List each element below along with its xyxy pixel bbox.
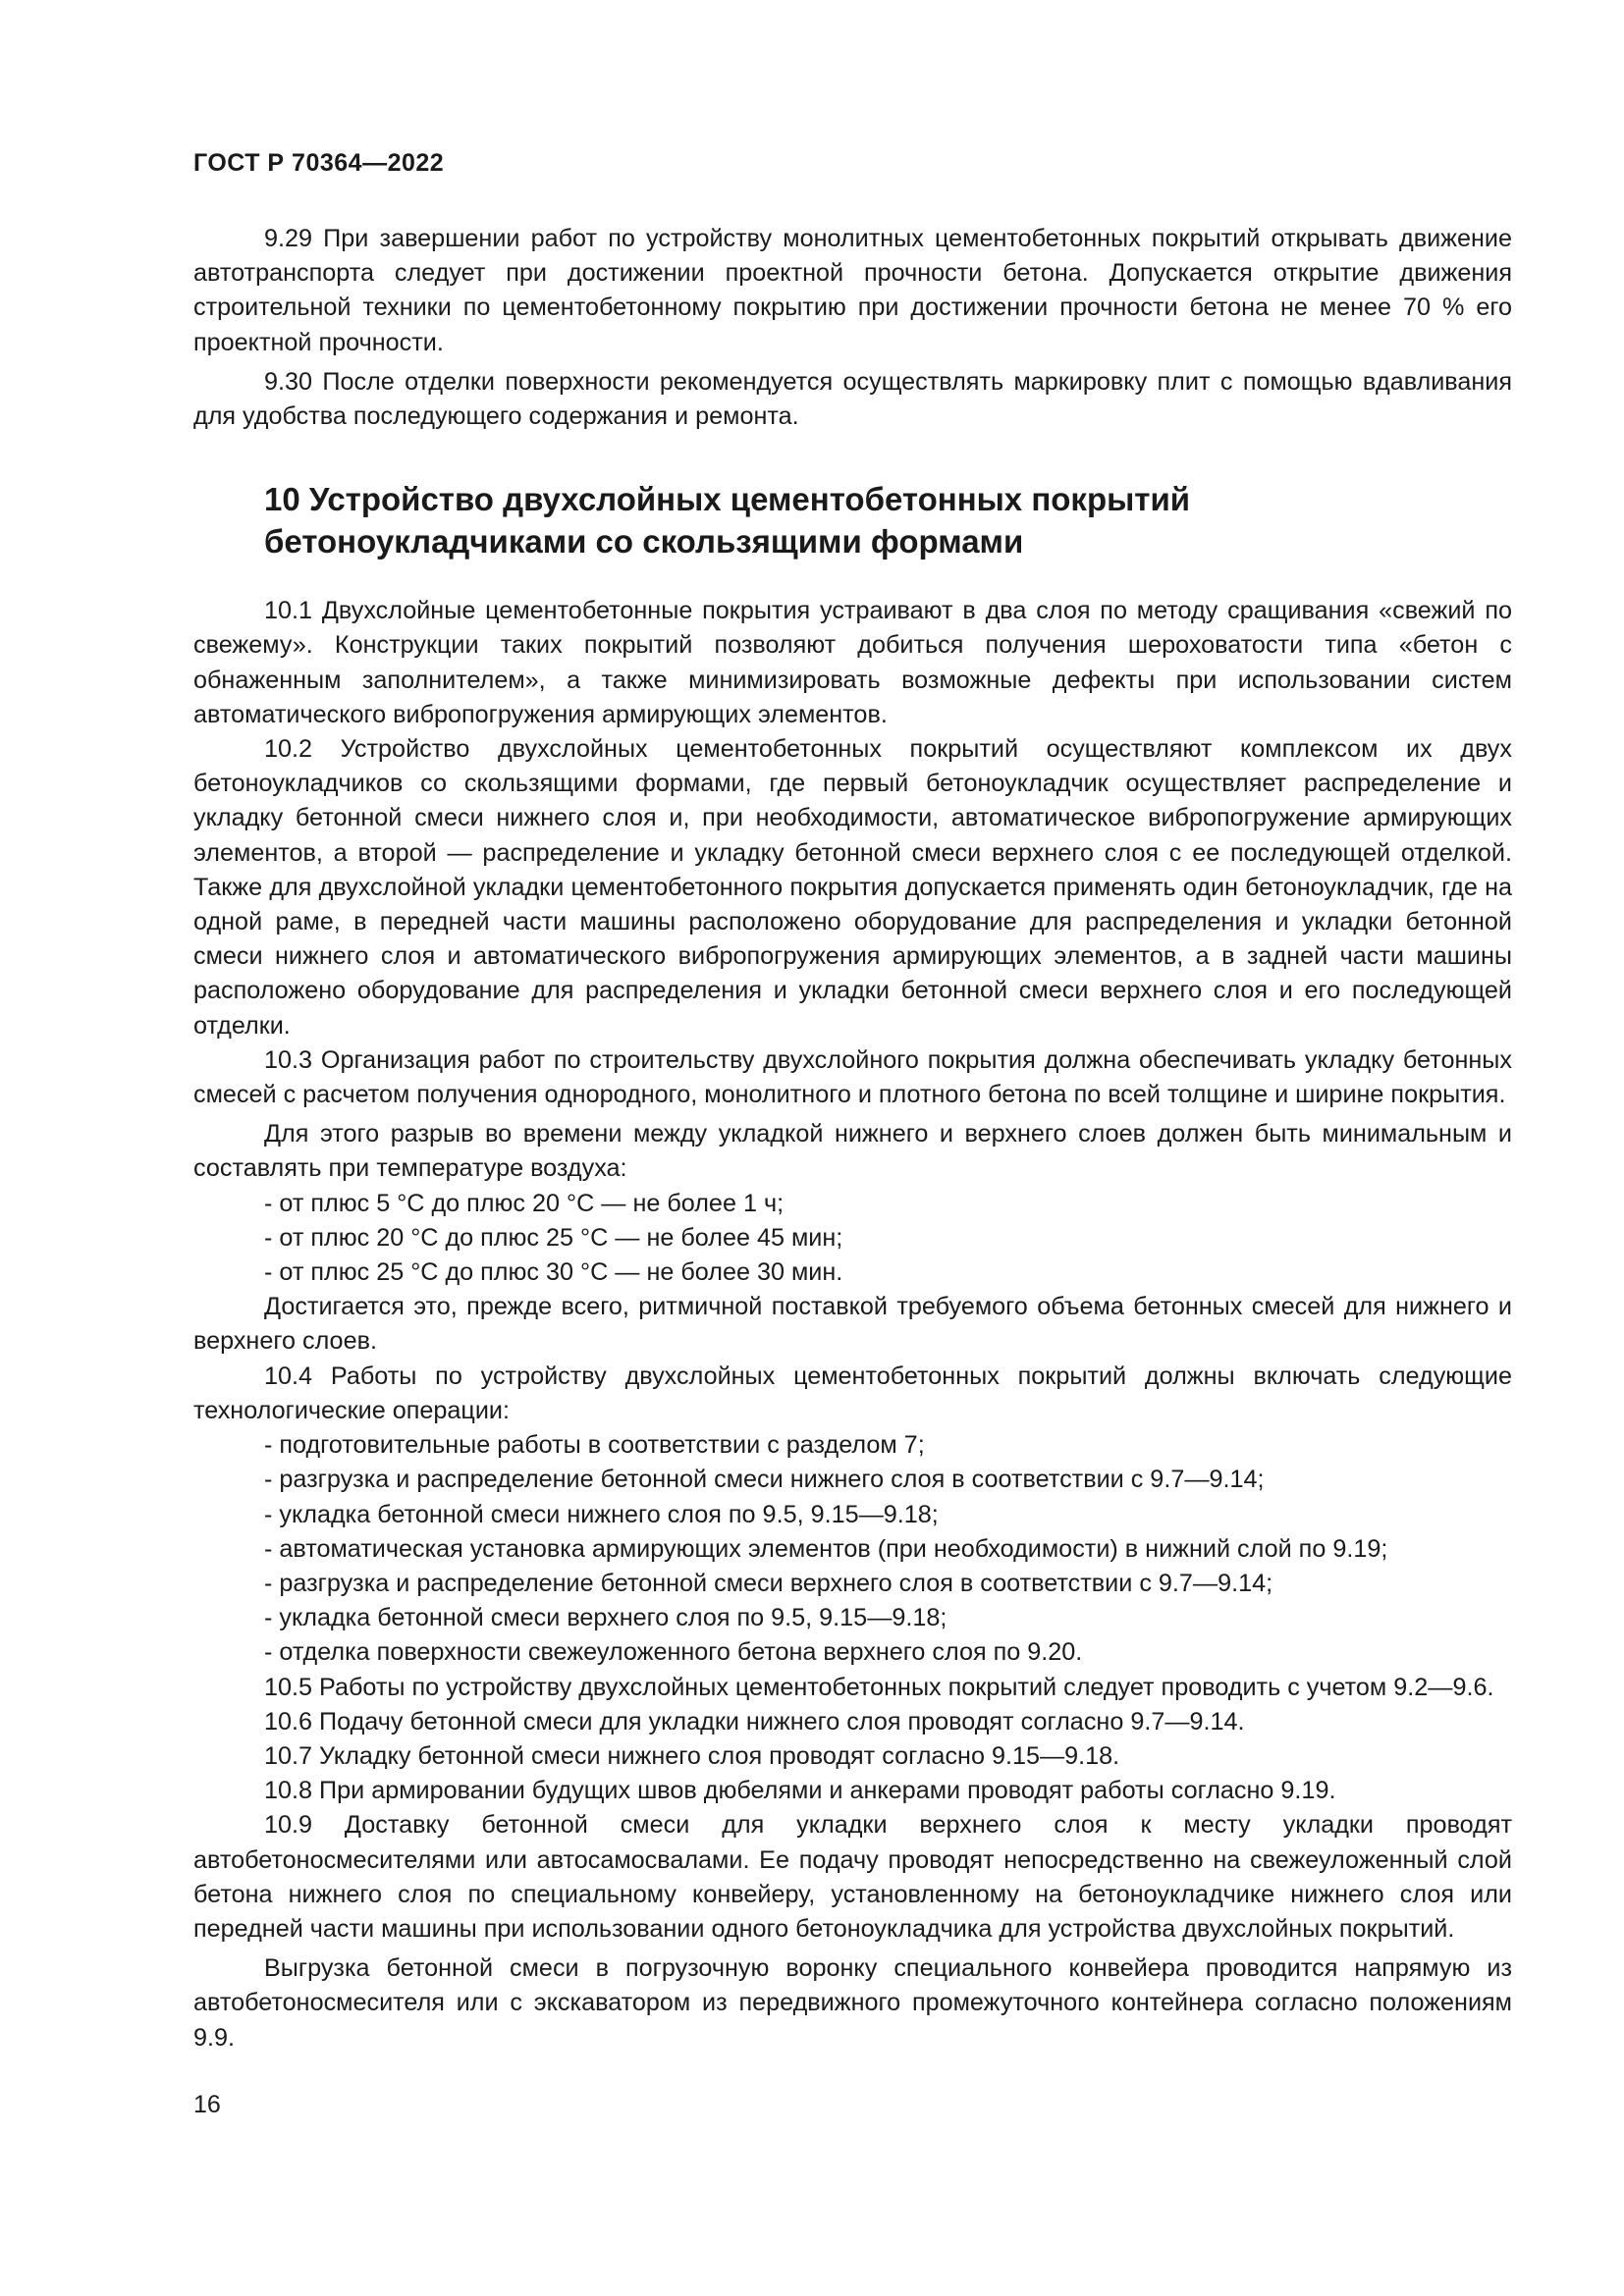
paragraph-10-3-continued: Для этого разрыв во времени между укладкой нижнего и верхнего слоев должен быть минимальным и составлять при температуре воздуха: [193, 1120, 1512, 1183]
paragraph-9-29: 9.29 При завершении работ по устройству монолитных цементобетонных покрытий открывать движение автотранспорта следует при достижении проектной прочности бетона. Допускается открытие движения строительной техники по цементобетонному покрытию при достижении прочности бетона не менее 70 % его проектной прочности. [193, 225, 1512, 356]
paragraph-10-9: 10.9 Доставку бетонной смеси для укладки верхнего слоя к месту укладки проводят автобетоносмесителями или автосамосвалами. Ее подачу проводят непосредственно на свежеуложенный слой бетона нижнего слоя по специальному конвейеру, установленному на бетоноукладчике нижнего слоя или передней части машины при использовании одного бетоноукладчика для устройства двухслойных покрытий. [193, 1811, 1512, 1943]
paragraph-10-4: 10.4 Работы по устройству двухслойных цементобетонных покрытий должны включать следующие технологические операции: [193, 1362, 1512, 1424]
paragraph-10-7: 10.7 Укладку бетонной смеси нижнего слоя проводят согласно 9.15—9.18. [264, 1741, 1120, 1770]
section-title-line-2: бетоноукладчиками со скользящими формами [264, 523, 1024, 561]
paragraph-10-3-conclusion: Достигается это, прежде всего, ритмичной поставкой требуемого объема бетонных смесей для нижнего и верхнего слоев. [193, 1293, 1512, 1356]
page-number: 16 [193, 2091, 221, 2118]
section-title-line-1: 10 Устройство двухслойных цементобетонных покрытий [264, 481, 1191, 518]
paragraph-10-1: 10.1 Двухслойные цементобетонные покрытия устраивают в два слоя по методу сращивания «свежий по свежему». Конструкции таких покрытий позволяют добиться получения шероховатости типа «бетон с обнаженным заполнителем», а также минимизировать возможные дефекты при использовании систем автоматического вибропогружения армирующих элементов. [193, 597, 1512, 728]
paragraph-10-9-continued: Выгрузка бетонной смеси в погрузочную воронку специального конвейера проводится напрямую из автобетоносмесителя или с экскаватором из передвижного промежуточного контейнера согласно положениям 9.9. [193, 1954, 1512, 2052]
section-10-title [264, 478, 1512, 562]
operation-list-item: - разгрузка и распределение бетонной смеси верхнего слоя в соответствии с 9.7—9.14; [264, 1569, 1273, 1597]
paragraph-9-30: 9.30 После отделки поверхности рекомендуется осуществлять маркировку плит с помощью вдавливания для удобства последующего содержания и ремонта. [193, 367, 1512, 431]
operation-list-item: - отделка поверхности свежеуложенного бетона верхнего слоя по 9.20. [264, 1638, 1083, 1667]
paragraph-10-6: 10.6 Подачу бетонной смеси для укладки нижнего слоя проводят согласно 9.7—9.14. [264, 1707, 1245, 1735]
temperature-list-item: - от плюс 5 °С до плюс 20 °С — не более 1 ч; [264, 1189, 785, 1217]
operation-list-item: - автоматическая установка армирующих элементов (при необходимости) в нижний слой по 9.19; [264, 1534, 1388, 1563]
document-header: ГОСТ Р 70364—2022 [193, 149, 445, 177]
paragraph-10-8: 10.8 При армировании будущих швов дюбелями и анкерами проводят работы согласно 9.19. [264, 1777, 1336, 1805]
paragraph-10-2: 10.2 Устройство двухслойных цементобетонных покрытий осуществляют комплексом их двух бетоноукладчиков со скользящими формами, где первый бетоноукладчик осуществляет распределение и укладку бетонной смеси нижнего слоя и, при необходимости, автоматическое вибропогружение армирующих элементов, а второй — распределение и укладку бетонной смеси верхнего слоя с ее последующей отделкой. Также для двухслойной укладки цементобетонного покрытия допускается применять один бетоноукладчик, где на одной раме, в передней части машины расположено оборудование для распределения и укладки бетонной смеси нижнего слоя и автоматического вибропогружения армирующих элементов, а в задней части машины расположено оборудование для распределения и укладки бетонной смеси верхнего слоя и его последующей отделки. [193, 735, 1512, 1040]
paragraph-10-5: 10.5 Работы по устройству двухслойных цементобетонных покрытий следует проводить с учетом 9.2—9.6. [264, 1673, 1494, 1701]
operation-list-item: - разгрузка и распределение бетонной смеси нижнего слоя в соответствии с 9.7—9.14; [264, 1466, 1265, 1494]
temperature-list-item: - от плюс 25 °С до плюс 30 °С — не более 30 мин. [264, 1258, 843, 1287]
temperature-list-item: - от плюс 20 °С до плюс 25 °С — не более 45 мин; [264, 1223, 843, 1252]
paragraph-10-3: 10.3 Организация работ по строительству двухслойного покрытия должна обеспечивать укладку бетонных смесей с расчетом получения однородного, монолитного и плотного бетона по всей толщине и ширине покрытия. [193, 1045, 1512, 1109]
operation-list-item: - укладка бетонной смеси нижнего слоя по 9.5, 9.15—9.18; [264, 1500, 939, 1528]
operation-list-item: - укладка бетонной смеси верхнего слоя по 9.5, 9.15—9.18; [264, 1604, 947, 1632]
operation-list-item: - подготовительные работы в соответствии с разделом 7; [264, 1431, 925, 1460]
document-body [193, 222, 1512, 2056]
